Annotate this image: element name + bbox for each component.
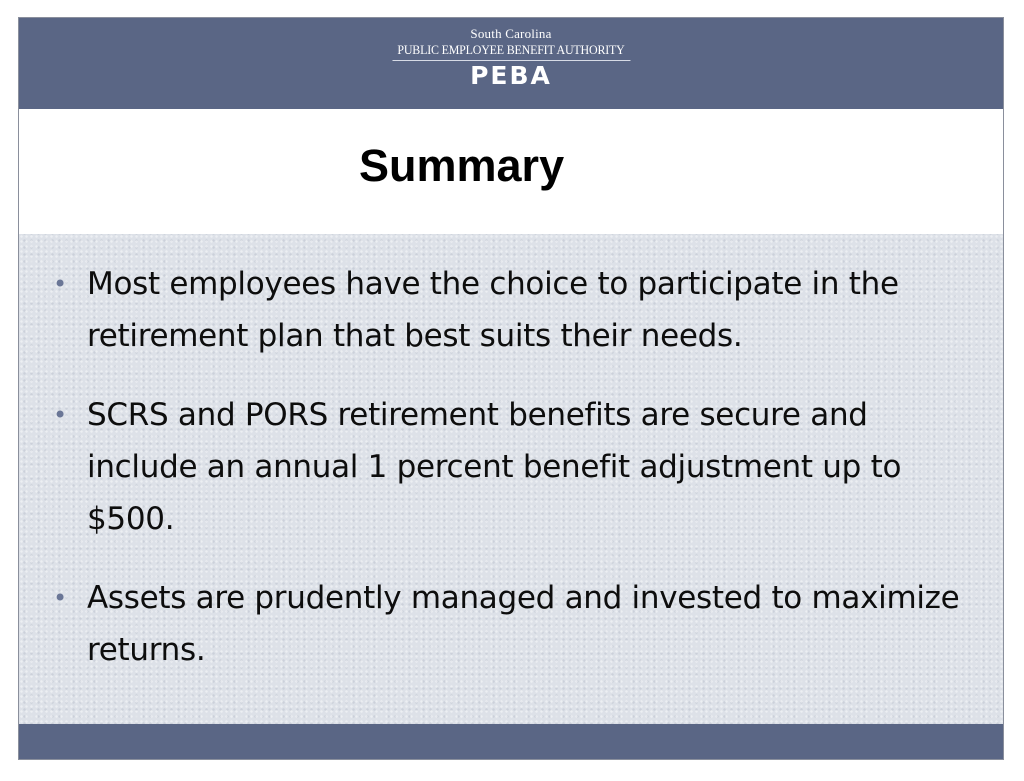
bullet-item xyxy=(47,572,977,676)
title-band xyxy=(19,109,1003,234)
footer-band xyxy=(19,724,1003,760)
bullet-text: SCRS and PORS retirement benefits are secure and include an annual 1 percent benefit adjustment up to $500. xyxy=(87,397,902,537)
logo-organization-name: PUBLIC EMPLOYEE BENEFIT AUTHORITY xyxy=(397,42,625,57)
bullet-icon: • xyxy=(53,270,68,298)
logo-state-name: South Carolina xyxy=(470,26,552,41)
slide xyxy=(18,17,1004,760)
slide-title: Summary xyxy=(359,140,565,191)
bullet-icon: • xyxy=(53,401,68,429)
content-area xyxy=(19,234,1003,724)
bullet-text: Most employees have the choice to participate in the retirement plan that best suits their needs. xyxy=(87,266,899,354)
peba-logo xyxy=(387,26,634,89)
bullet-list xyxy=(47,258,977,703)
bullet-item xyxy=(47,389,977,545)
bullet-item xyxy=(47,258,977,362)
logo-wordmark: PEBA xyxy=(470,61,552,90)
header-band xyxy=(19,18,1003,109)
bullet-icon: • xyxy=(53,584,68,612)
bullet-text: Assets are prudently managed and invested to maximize returns. xyxy=(87,580,960,668)
